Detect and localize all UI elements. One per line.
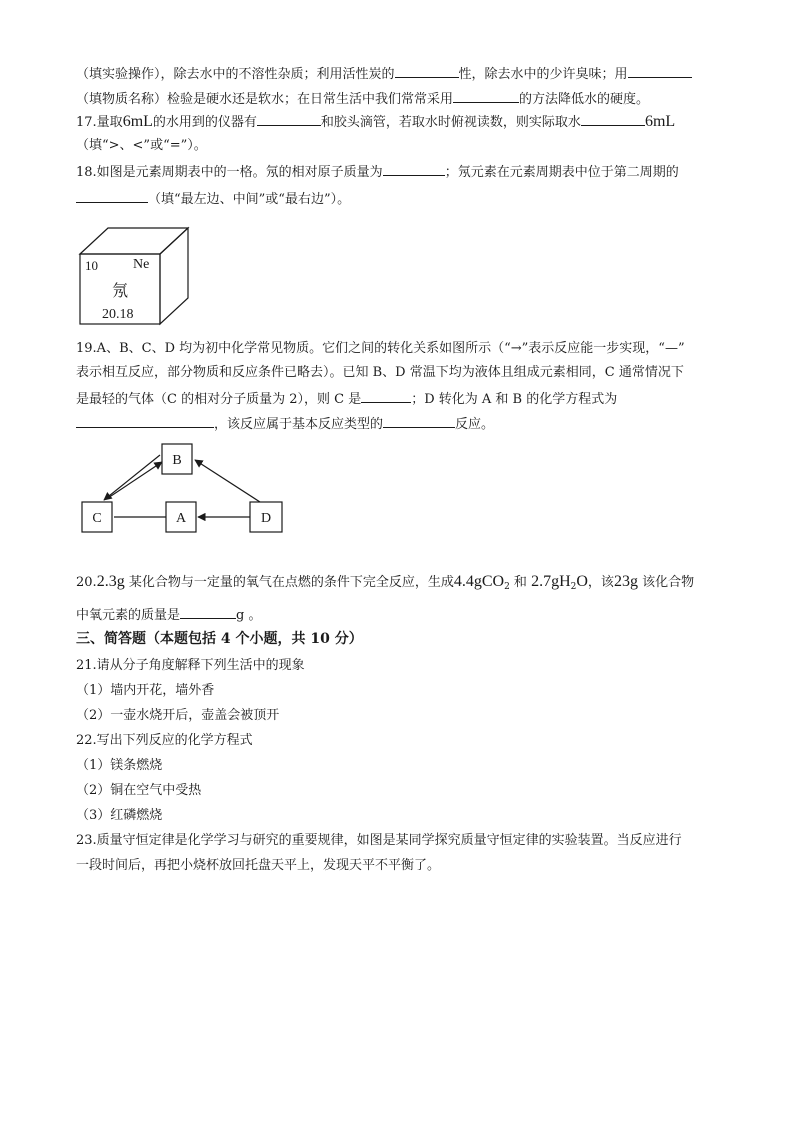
text-segment: 表示相互反应，部分物质和反应条件已略去）。已知 B、D 常温下均为液体且组成元素相同，C 通常情况下 bbox=[76, 365, 684, 380]
text-segment: 22.写出下列反应的化学方程式 bbox=[76, 733, 253, 748]
node-a-label: A bbox=[175, 511, 187, 526]
text-segment: （2）铜在空气中受热 bbox=[76, 783, 202, 798]
question-20-line-2 bbox=[76, 605, 724, 625]
atomic-number: 10 bbox=[85, 258, 98, 273]
text-segment: 18.如图是元素周期表中的一格。氖的相对原子质量为 bbox=[76, 165, 383, 180]
question-20-line-1 bbox=[76, 573, 724, 592]
text-segment: （3）红磷燃烧 bbox=[76, 808, 163, 823]
h2o-mass: 2.7gH bbox=[531, 573, 571, 590]
answer-blank[interactable] bbox=[257, 112, 321, 126]
atomic-mass: 20.18 bbox=[102, 307, 134, 322]
question-22-item-3 bbox=[76, 807, 724, 825]
text-segment: 23.质量守恒定律是化学学习与研究的重要规律，如图是某同学探究质量守恒定律的实验装置。当反应进行 bbox=[76, 833, 682, 848]
question-17-line-1 bbox=[76, 112, 724, 132]
text-segment: 和 bbox=[509, 575, 532, 590]
question-23-line-1 bbox=[76, 832, 724, 850]
volume-value: 6mL bbox=[644, 113, 676, 130]
text-segment: ，该反应属于基本反应类型的 bbox=[214, 417, 384, 432]
answer-blank[interactable] bbox=[453, 89, 519, 103]
answer-blank[interactable] bbox=[361, 389, 411, 403]
mass-value: 2.3g bbox=[96, 573, 125, 590]
text-segment: 的方法降低水的硬度。 bbox=[519, 92, 650, 107]
answer-blank[interactable] bbox=[76, 414, 214, 428]
question-19-line-3 bbox=[76, 389, 724, 409]
co2-mass: 4.4gCO bbox=[453, 573, 505, 590]
text-segment: （2）一壶水烧开后，壶盖会被顶开 bbox=[76, 708, 280, 723]
text-segment: （填“>、<”或“=”）。 bbox=[76, 138, 207, 153]
answer-blank[interactable] bbox=[395, 64, 459, 78]
node-d-label: D bbox=[260, 511, 272, 526]
answer-blank[interactable] bbox=[628, 64, 692, 78]
text-segment: 该化合物 bbox=[642, 575, 695, 590]
text-segment: （填“最左边、中间”或“最右边”）。 bbox=[148, 192, 351, 207]
question-21 bbox=[76, 657, 724, 675]
text-segment: （1）墙内开花，墙外香 bbox=[76, 683, 215, 698]
text-segment: ；氖元素在元素周期表中位于第二周期的 bbox=[444, 165, 679, 180]
text-segment: 是最轻的气体（C 的相对分子质量为 2），则 C 是 bbox=[76, 392, 362, 407]
question-22-item-1 bbox=[76, 757, 724, 775]
text-segment: 某化合物与一定量的氧气在点燃的条件下完全反应，生成 bbox=[124, 575, 454, 590]
section-title: 三、简答题（本题包括 4 个小题，共 10 分） bbox=[76, 631, 363, 647]
arrow-c-to-b bbox=[108, 462, 162, 498]
element-name: 氖 bbox=[112, 283, 129, 300]
text-segment: 20. bbox=[76, 575, 97, 590]
mass-value: 23g bbox=[613, 573, 638, 590]
element-symbol: Ne bbox=[133, 257, 150, 272]
text-segment: 一段时间后，再把小烧杯放回托盘天平上，发现天平不平衡了。 bbox=[76, 858, 441, 873]
text-segment: 17.量取 bbox=[76, 115, 123, 130]
node-c-label: C bbox=[92, 511, 102, 526]
text-line-2 bbox=[76, 89, 724, 109]
element-cell-neon bbox=[78, 226, 190, 326]
text-segment: 21.请从分子角度解释下列生活中的现象 bbox=[76, 658, 305, 673]
text-segment: 的水用到的仪器有 bbox=[152, 115, 257, 130]
question-18-line-2 bbox=[76, 189, 724, 209]
text-segment: g 。 bbox=[236, 608, 262, 623]
arrow-b-to-c bbox=[104, 455, 160, 500]
node-b-label: B bbox=[172, 453, 182, 468]
question-17-line-2 bbox=[76, 137, 724, 155]
arrow-d-to-b bbox=[195, 460, 260, 502]
text-segment: （填物质名称）检验是硬水还是软水；在日常生活中我们常常采用 bbox=[76, 92, 454, 107]
h2o-suffix: O bbox=[576, 573, 588, 590]
text-segment: 和胶头滴管，若取水时俯视读数，则实际取水 bbox=[320, 115, 581, 130]
answer-blank[interactable] bbox=[180, 605, 236, 619]
question-21-item-1 bbox=[76, 682, 724, 700]
text-segment: 中氧元素的质量是 bbox=[76, 608, 181, 623]
question-18-line-1 bbox=[76, 162, 724, 182]
answer-blank[interactable] bbox=[383, 414, 455, 428]
text-segment: （1）镁条燃烧 bbox=[76, 758, 163, 773]
question-19-line-2 bbox=[76, 364, 724, 382]
text-segment: ，该 bbox=[587, 575, 614, 590]
question-23-line-2 bbox=[76, 857, 724, 875]
text-line-1 bbox=[76, 64, 724, 84]
text-segment: ；D 转化为 A 和 B 的化学方程式为 bbox=[411, 392, 618, 407]
answer-blank[interactable] bbox=[76, 189, 148, 203]
volume-value: 6mL bbox=[122, 113, 153, 130]
subscript: 2 bbox=[570, 582, 577, 592]
question-19-line-1 bbox=[76, 340, 724, 358]
question-21-item-2 bbox=[76, 707, 724, 725]
text-segment: （填实验操作），除去水中的不溶性杂质；利用活性炭的 bbox=[76, 67, 395, 82]
answer-blank[interactable] bbox=[581, 112, 645, 126]
text-segment: 性，除去水中的少许臭味；用 bbox=[458, 67, 628, 82]
section-3-heading bbox=[76, 630, 724, 648]
conversion-diagram bbox=[74, 440, 304, 550]
text-segment: 19.A、B、C、D 均为初中化学常见物质。它们之间的转化关系如图所示（“→”表示反应能一步实现，“—” bbox=[76, 341, 685, 356]
question-22-item-2 bbox=[76, 782, 724, 800]
answer-blank[interactable] bbox=[383, 162, 445, 176]
question-22 bbox=[76, 732, 724, 750]
text-segment: 反应。 bbox=[455, 417, 495, 432]
question-19-line-4 bbox=[76, 414, 724, 434]
subscript: 2 bbox=[504, 582, 510, 592]
